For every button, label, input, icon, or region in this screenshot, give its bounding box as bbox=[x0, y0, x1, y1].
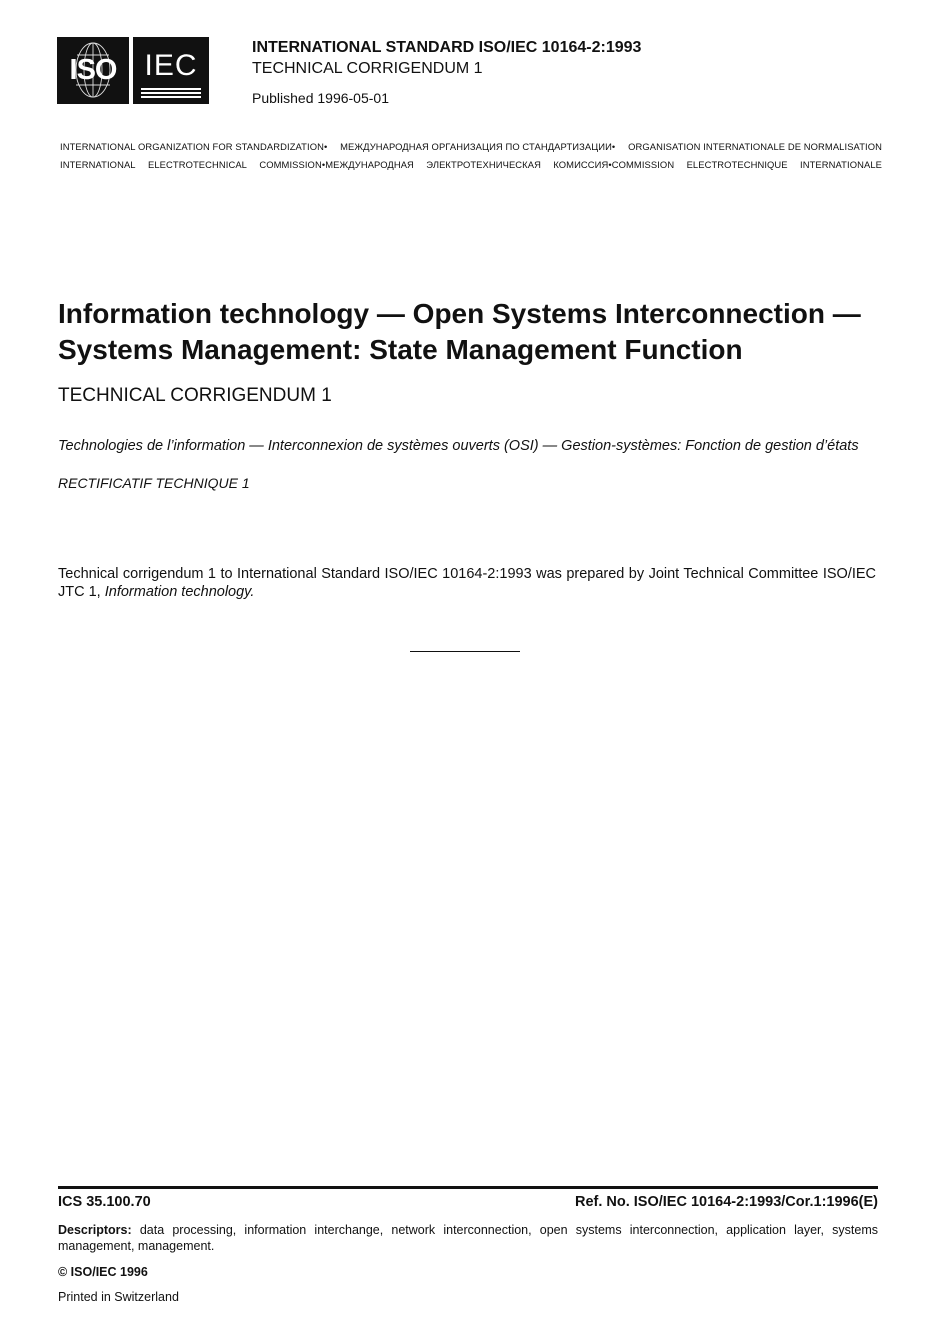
reference-number: Ref. No. ISO/IEC 10164-2:1993/Cor.1:1996(E) bbox=[574, 1194, 878, 1210]
footer-identifiers bbox=[58, 1194, 878, 1210]
org-word: КОМИССИЯ•COMMISSION bbox=[553, 159, 675, 170]
foreword-text: Technical corrigendum 1 to International Standard ISO/IEC 10164-2:1993 was prepared by Joint Technical Committee ISO/IEC JTC 1, bbox=[58, 566, 876, 600]
iec-logo-stripes bbox=[141, 86, 201, 98]
organization-names bbox=[60, 138, 882, 174]
ics-code: ICS 35.100.70 bbox=[58, 1194, 151, 1210]
org-name: МЕЖДУНАРОДНАЯ ОРГАНИЗАЦИЯ ПО СТАНДАРТИЗАЦИИ• bbox=[340, 141, 616, 152]
iec-logo-text: IEC bbox=[144, 48, 198, 82]
org-word: COMMISSION•МЕЖДУНАРОДНАЯ bbox=[259, 159, 414, 170]
title-line-1: Information technology — Open Systems Interconnection — bbox=[58, 298, 861, 329]
foreword-italic-text: Information technology. bbox=[104, 584, 255, 600]
descriptors bbox=[58, 1222, 878, 1254]
iso-logo bbox=[57, 37, 129, 104]
iso-iec-logo bbox=[57, 37, 209, 104]
printed-location: Printed in Switzerland bbox=[58, 1290, 179, 1304]
corrigendum-label: TECHNICAL CORRIGENDUM 1 bbox=[252, 60, 483, 77]
iso-logo-text: ISO bbox=[69, 54, 117, 86]
org-word: ELECTROTECHNICAL bbox=[147, 159, 247, 170]
french-corrigendum-heading: RECTIFICATIF TECHNIQUE 1 bbox=[58, 475, 250, 491]
org-word: ELECTROTECHNIQUE bbox=[686, 159, 788, 170]
document-header bbox=[252, 37, 641, 109]
center-divider bbox=[410, 651, 520, 652]
technical-corrigendum-heading: TECHNICAL CORRIGENDUM 1 bbox=[58, 385, 332, 406]
descriptors-text: data processing, information interchange, network interconnection, open systems interconnection, application layer, systems management, management. bbox=[58, 1223, 879, 1253]
org-line-2 bbox=[60, 156, 882, 174]
org-name: INTERNATIONAL ORGANIZATION FOR STANDARDIZATION• bbox=[60, 141, 328, 152]
standard-number: INTERNATIONAL STANDARD ISO/IEC 10164-2:1993 bbox=[252, 39, 642, 56]
french-title: Technologies de l’information — Interconnexion de systèmes ouverts (OSI) — Gestion-systèmes: Fonction de gestion d’états bbox=[58, 438, 859, 454]
title-line-2: Systems Management: State Management Function bbox=[58, 334, 743, 365]
org-word: INTERNATIONALE bbox=[800, 159, 882, 170]
org-word: ЭЛЕКТРОТЕХНИЧЕСКАЯ bbox=[426, 159, 541, 170]
org-word: INTERNATIONAL bbox=[60, 159, 136, 170]
iec-logo bbox=[133, 37, 209, 104]
footer-divider bbox=[58, 1186, 878, 1189]
org-name: ORGANISATION INTERNATIONALE DE NORMALISATION bbox=[628, 141, 882, 152]
org-line-1 bbox=[60, 138, 882, 156]
copyright-notice: © ISO/IEC 1996 bbox=[58, 1265, 148, 1279]
document-title bbox=[58, 296, 898, 368]
foreword-paragraph bbox=[58, 565, 876, 601]
descriptors-label: Descriptors: bbox=[58, 1223, 132, 1237]
publication-date: Published 1996-05-01 bbox=[252, 90, 389, 106]
